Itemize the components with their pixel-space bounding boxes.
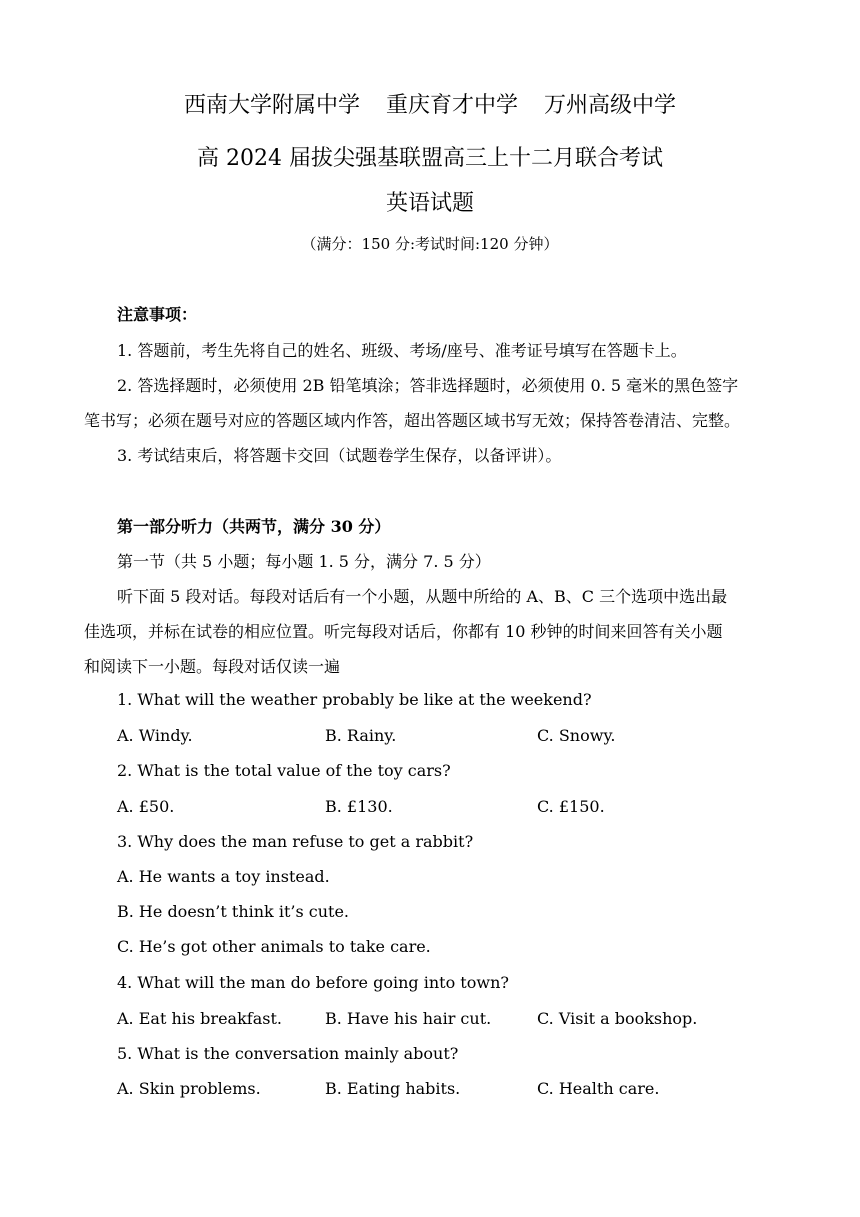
- notice-heading: 注意事项：: [117, 305, 198, 324]
- school-names: [0, 88, 860, 119]
- question-1-option-a: A. Windy.: [117, 726, 193, 745]
- question-5-option-b: B. Eating habits.: [325, 1079, 461, 1098]
- question-4-option-c: C. Visit a bookshop.: [537, 1009, 698, 1028]
- subject-title: 英语试题: [385, 191, 474, 216]
- question-4-option-a: A. Eat his breakfast.: [117, 1009, 282, 1028]
- question-4-stem: 4. What will the man do before going into town?: [117, 973, 509, 992]
- exam-meta: （满分：150 分:考试时间:120 分钟）: [301, 235, 559, 253]
- notice-item-1: 1. 答题前，考生先将自己的姓名、班级、考场/座号、准考证号填写在答题卡上。: [117, 341, 687, 360]
- exam-title: 高 2024 届拔尖强基联盟高三上十二月联合考试: [197, 146, 663, 171]
- question-2-stem: 2. What is the total value of the toy cars?: [117, 761, 451, 780]
- question-3-option-c: C. He’s got other animals to take care.: [117, 937, 431, 956]
- question-2-option-b: B. £130.: [325, 797, 393, 816]
- instruction-line-2: 佳选项，并标在试卷的相应位置。听完每段对话后，你都有 10 秒钟的时间来回答有关小题: [84, 622, 723, 641]
- instruction-line-3: 和阅读下一小题。每段对话仅读一遍: [84, 657, 341, 676]
- question-3-stem: 3. Why does the man refuse to get a rabbit?: [117, 832, 474, 851]
- school-name-1: 西南大学附属中学: [183, 93, 360, 118]
- question-3-option-b: B. He doesn’t think it’s cute.: [117, 902, 350, 921]
- school-name-2: 重庆育才中学: [385, 93, 518, 118]
- section1-heading: 第一节（共 5 小题；每小题 1. 5 分，满分 7. 5 分）: [117, 552, 491, 571]
- instruction-line-1: 听下面 5 段对话。每段对话后有一个小题，从题中所给的 A、B、C 三个选项中选出最: [117, 587, 728, 606]
- school-name-3: 万州高级中学: [544, 93, 677, 118]
- question-5-option-c: C. Health care.: [537, 1079, 660, 1098]
- question-1-stem: 1. What will the weather probably be like at the weekend?: [117, 690, 592, 709]
- question-3-option-a: A. He wants a toy instead.: [117, 867, 330, 886]
- part1-heading: 第一部分听力（共两节，满分 30 分）: [117, 517, 391, 536]
- notice-item-3: 3. 考试结束后，将答题卡交回（试题卷学生保存，以备评讲）。: [117, 446, 562, 465]
- notice-item-2: 2. 答选择题时，必须使用 2B 铅笔填涂；答非选择题时，必须使用 0. 5 毫米的黑色签字: [117, 376, 739, 395]
- question-5-option-a: A. Skin problems.: [117, 1079, 261, 1098]
- question-1-option-c: C. Snowy.: [537, 726, 616, 745]
- question-2-option-c: C. £150.: [537, 797, 605, 816]
- notice-item-2-cont: 笔书写；必须在题号对应的答题区域内作答，超出答题区域书写无效；保持答卷清洁、完整。: [84, 411, 741, 430]
- question-4-option-b: B. Have his hair cut.: [325, 1009, 492, 1028]
- question-2-option-a: A. £50.: [117, 797, 175, 816]
- question-1-option-b: B. Rainy.: [325, 726, 397, 745]
- question-5-stem: 5. What is the conversation mainly about?: [117, 1044, 459, 1063]
